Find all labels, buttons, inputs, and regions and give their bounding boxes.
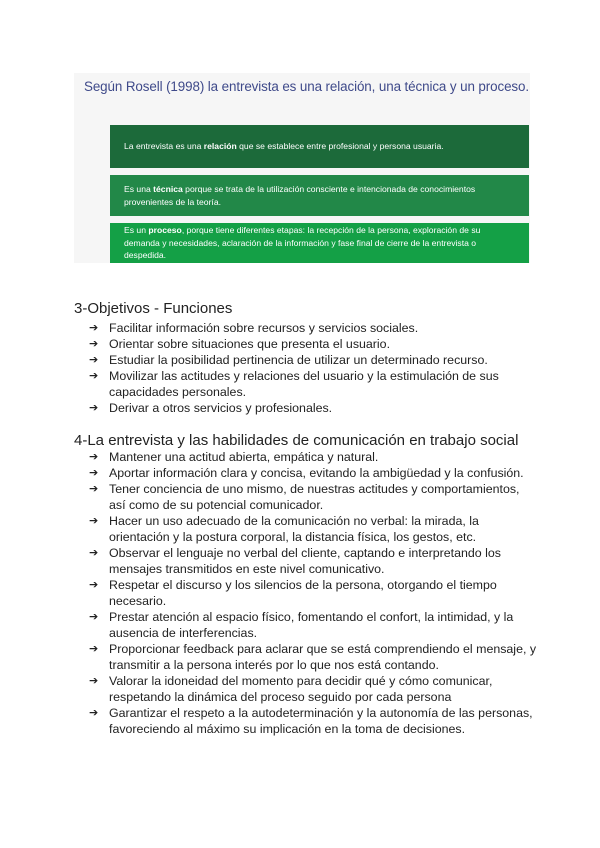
list-item — [89, 449, 539, 465]
proceso-keyword: proceso — [148, 225, 182, 235]
proceso-box — [110, 223, 529, 263]
right-arrow-icon: ➔ — [89, 547, 99, 559]
relacion-pre: La entrevista es una — [124, 141, 204, 151]
list-item-text: Proporcionar feedback para aclarar que se está comprendiendo el mensaje, y transmitir a la persona interés por lo que nos está contando. — [109, 642, 537, 672]
right-arrow-icon: ➔ — [89, 354, 99, 366]
right-arrow-icon: ➔ — [89, 579, 99, 591]
tecnica-box — [110, 175, 529, 216]
list-item — [89, 336, 539, 352]
list-item-text: Respetar el discurso y los silencios de la persona, otorgando el tiempo necesario. — [109, 578, 497, 608]
list-item — [89, 705, 539, 737]
right-arrow-icon: ➔ — [89, 451, 99, 463]
figure-heading: Según Rosell (1998) la entrevista es una relación, una técnica y un proceso. — [84, 79, 529, 94]
list-item-text: Garantizar el respeto a la autodeterminación y la autonomía de las personas, favoreciendo al máximo su implicación en la toma de decisiones. — [109, 706, 533, 736]
list-item-text: Observar el lenguaje no verbal del cliente, captando e interpretando los mensajes transmitidos en este nivel comunicativo. — [109, 546, 501, 576]
list-item-text: Orientar sobre situaciones que presenta el usuario. — [109, 337, 391, 351]
list-item — [89, 673, 539, 705]
right-arrow-icon: ➔ — [89, 467, 99, 479]
list-item-text: Mantener una actitud abierta, empática y natural. — [109, 450, 379, 464]
section-title-habilidades: 4-La entrevista y las habilidades de comunicación en trabajo social — [74, 432, 519, 449]
list-item-text: Derivar a otros servicios y profesionales. — [109, 401, 333, 415]
list-item — [89, 481, 539, 513]
right-arrow-icon: ➔ — [89, 611, 99, 623]
list-item — [89, 352, 539, 368]
right-arrow-icon: ➔ — [89, 675, 99, 687]
section-title-objetivos: 3-Objetivos - Funciones — [74, 300, 233, 317]
right-arrow-icon: ➔ — [89, 338, 99, 350]
relacion-keyword: relación — [203, 141, 237, 151]
list-item-text: Aportar información clara y concisa, evitando la ambigüedad y la confusión. — [109, 466, 524, 480]
relacion-box — [110, 125, 529, 168]
rosell-figure — [74, 73, 530, 263]
relacion-post: que se establece entre profesional y persona usuaria. — [236, 141, 444, 151]
tecnica-text — [124, 183, 515, 209]
right-arrow-icon: ➔ — [89, 322, 99, 334]
objetivos-list — [89, 320, 539, 416]
relacion-text — [124, 140, 444, 153]
list-item-text: Prestar atención al espacio físico, fomentando el confort, la intimidad, y la ausencia de interferencias. — [109, 610, 514, 640]
list-item-text: Facilitar información sobre recursos y servicios sociales. — [109, 321, 419, 335]
list-item — [89, 465, 539, 481]
list-item — [89, 368, 539, 400]
proceso-post: , porque tiene diferentes etapas: la recepción de la persona, exploración de su demanda y necesidades, aclaración de la información y fase final de cierre de la entrevista o despedida. — [124, 225, 481, 261]
list-item — [89, 641, 539, 673]
list-item — [89, 609, 539, 641]
right-arrow-icon: ➔ — [89, 515, 99, 527]
list-item — [89, 320, 539, 336]
tecnica-post: porque se trata de la utilización consciente e intencionada de conocimientos provenientes de la teoría. — [124, 183, 476, 207]
list-item-text: Movilizar las actitudes y relaciones del usuario y la estimulación de sus capacidades personales. — [109, 369, 499, 399]
list-item-text: Estudiar la posibilidad pertinencia de utilizar un determinado recurso. — [109, 353, 488, 367]
right-arrow-icon: ➔ — [89, 402, 99, 414]
list-item — [89, 400, 539, 416]
habilidades-list — [89, 449, 539, 737]
list-item-text: Tener conciencia de uno mismo, de nuestras actitudes y comportamientos, así como de su potencial comunicador. — [109, 482, 520, 512]
list-item-text: Hacer un uso adecuado de la comunicación no verbal: la mirada, la orientación y la postura corporal, la distancia física, los gestos, etc. — [109, 514, 479, 544]
right-arrow-icon: ➔ — [89, 370, 99, 382]
tecnica-pre: Es una — [124, 183, 154, 194]
right-arrow-icon: ➔ — [89, 707, 99, 719]
tecnica-keyword: técnica — [153, 183, 183, 194]
right-arrow-icon: ➔ — [89, 643, 99, 655]
list-item-text: Valorar la idoneidad del momento para decidir qué y cómo comunicar, respetando la dinámica del proceso seguido por cada persona — [109, 674, 493, 704]
list-item — [89, 545, 539, 577]
list-item — [89, 577, 539, 609]
proceso-text — [124, 224, 515, 262]
proceso-pre: Es un — [124, 225, 149, 235]
list-item — [89, 513, 539, 545]
right-arrow-icon: ➔ — [89, 483, 99, 495]
